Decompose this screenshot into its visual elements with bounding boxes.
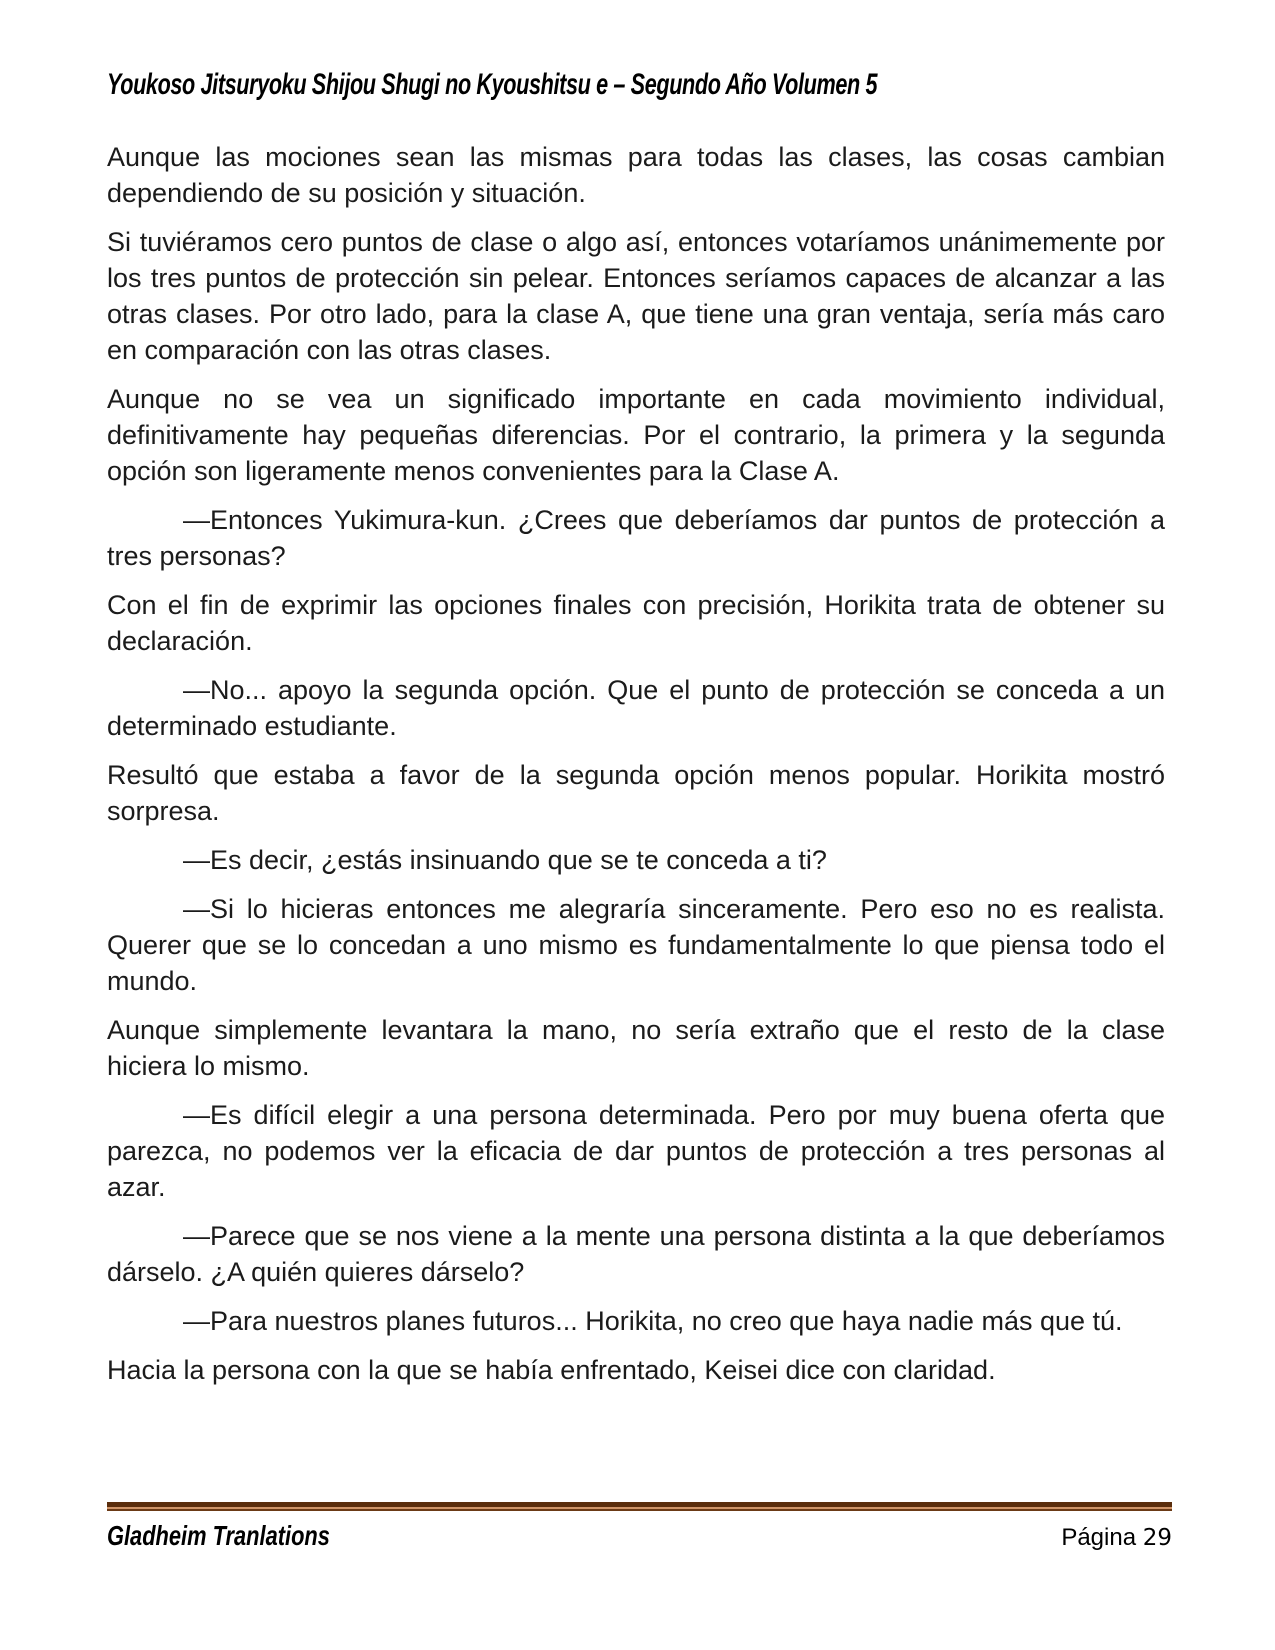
- paragraph: Aunque no se vea un significado importante en cada movimiento individual, definitivamente hay pequeñas diferencias. Por el contrario, la primera y la segunda opción son ligeramente menos convenientes para la Clase A.: [107, 384, 1165, 486]
- page-indicator: [1061, 1524, 1172, 1552]
- page-header: [107, 68, 1172, 102]
- page-label: Página: [1061, 1524, 1137, 1551]
- paragraph: Si tuviéramos cero puntos de clase o algo así, entonces votaríamos unánimemente por los tres puntos de protección sin pelear. Entonces seríamos capaces de alcanzar a las otras clases. Por otro lado, para la clase A, que tiene una gran ventaja, sería más caro en comparación con las otras clases.: [107, 227, 1165, 365]
- paragraph: Aunque simplemente levantara la mano, no sería extraño que el resto de la clase hiciera lo mismo.: [107, 1015, 1165, 1081]
- footer-row: [107, 1520, 1172, 1552]
- paragraph-dialogue: —Para nuestros planes futuros... Horikita, no creo que haya nadie más que tú.: [183, 1306, 1123, 1336]
- page-number: 29: [1142, 1525, 1172, 1551]
- paragraph-dialogue: —Entonces Yukimura-kun. ¿Crees que deberíamos dar puntos de protección a tres personas?: [107, 505, 1165, 571]
- paragraph: Aunque las mociones sean las mismas para todas las clases, las cosas cambian dependiendo de su posición y situación.: [107, 142, 1165, 208]
- paragraph-dialogue: —Es difícil elegir a una persona determinada. Pero por muy buena oferta que parezca, no podemos ver la eficacia de dar puntos de protección a tres personas al azar.: [107, 1100, 1165, 1202]
- paragraph-dialogue: —Es decir, ¿estás insinuando que se te conceda a ti?: [183, 845, 827, 875]
- paragraph-dialogue: —Parece que se nos viene a la mente una persona distinta a la que deberíamos dárselo. ¿A quién quieres dárselo?: [107, 1221, 1165, 1287]
- paragraph-dialogue: —Si lo hicieras entonces me alegraría sinceramente. Pero eso no es realista. Querer que se lo concedan a uno mismo es fundamentalmente lo que piensa todo el mundo.: [107, 894, 1165, 996]
- document-title: Youkoso Jitsuryoku Shijou Shugi no Kyoushitsu e – Segundo Año Volumen 5: [107, 68, 878, 101]
- body-text: [107, 139, 1165, 1401]
- page-footer: [107, 1502, 1172, 1552]
- footer-divider: [107, 1502, 1172, 1511]
- paragraph: Hacia la persona con la que se había enfrentado, Keisei dice con claridad.: [107, 1355, 996, 1385]
- paragraph-dialogue: —No... apoyo la segunda opción. Que el punto de protección se conceda a un determinado estudiante.: [107, 675, 1165, 741]
- paragraph: Con el fin de exprimir las opciones finales con precisión, Horikita trata de obtener su declaración.: [107, 590, 1165, 656]
- translator-brand: Gladheim Tranlations: [107, 1520, 330, 1551]
- paragraph: Resultó que estaba a favor de la segunda opción menos popular. Horikita mostró sorpresa.: [107, 760, 1165, 826]
